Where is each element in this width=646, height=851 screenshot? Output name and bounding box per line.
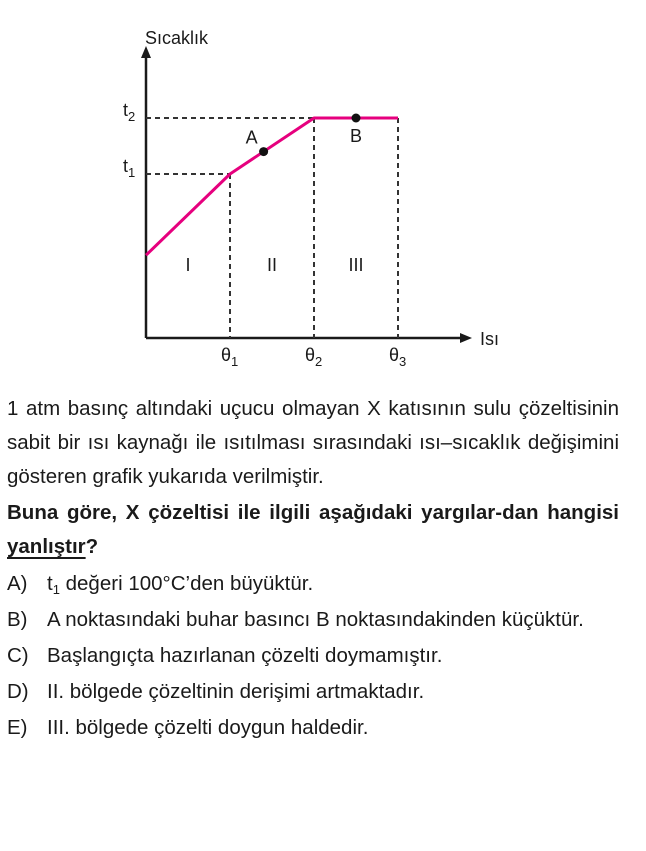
option-b[interactable] [7, 602, 619, 638]
option-letter: E) [7, 716, 28, 739]
answer-options [7, 566, 619, 746]
option-text: $t_1$ değeri 100°C’den büyüktür. [47, 572, 314, 597]
option-letter: B) [7, 608, 28, 631]
option-letter: D) [7, 680, 29, 703]
x-tick-label: $\theta_1$ [221, 345, 239, 369]
option-text: II. bölgede çözeltinin derişimi artmaktadır. [47, 680, 425, 703]
option-text: Başlangıçta hazırlanan çözelti doymamıştır. [47, 644, 443, 667]
point-A [259, 147, 268, 156]
option-text: III. bölgede çözelti doygun haldedir. [47, 716, 369, 739]
option-text: A noktasındaki buhar basıncı B noktasındakinden küçüktür. [47, 608, 584, 631]
guide-lines [146, 118, 398, 338]
y-tick-label: $t_2$ [123, 100, 136, 124]
x-axis-label: Isı [480, 329, 500, 349]
point-B [352, 114, 361, 123]
option-c[interactable] [7, 638, 619, 674]
option-a[interactable] [7, 566, 619, 602]
heat-temperature-chart [0, 0, 646, 380]
region-label-III: III [348, 255, 364, 275]
point-label-A: A [245, 127, 258, 148]
y-tick-label: $t_1$ [123, 156, 136, 180]
option-letter: C) [7, 644, 29, 667]
question-stem: 1 atm basınç altındaki uçucu olmayan X katısının sulu çözeltisinin sabit bir ısı kaynağı ile ısıtılması sırasındaki ısı–sıcaklık değişimini gösteren grafik yukarıda verilmiştir. [7, 397, 619, 488]
question-prompt [7, 496, 619, 564]
x-axis-arrow [460, 333, 472, 343]
option-d[interactable] [7, 674, 619, 710]
point-label-B: B [350, 126, 363, 146]
question-prompt-prefix: Buna göre, X çözeltisi ile ilgili aşağıdaki yargılar-dan hangisi [7, 501, 619, 524]
region-label-I: I [185, 255, 191, 275]
question-prompt-underlined: yanlıştır [7, 535, 86, 558]
question-block [7, 392, 619, 746]
y-axis-label: Sıcaklık [145, 28, 209, 48]
option-letter: A) [7, 572, 28, 595]
x-tick-label: $\theta_2$ [305, 345, 323, 369]
region-label-II: II [266, 255, 278, 275]
option-e[interactable] [7, 710, 619, 746]
x-tick-label: $\theta_3$ [389, 345, 407, 369]
question-prompt-suffix: ? [85, 535, 99, 558]
